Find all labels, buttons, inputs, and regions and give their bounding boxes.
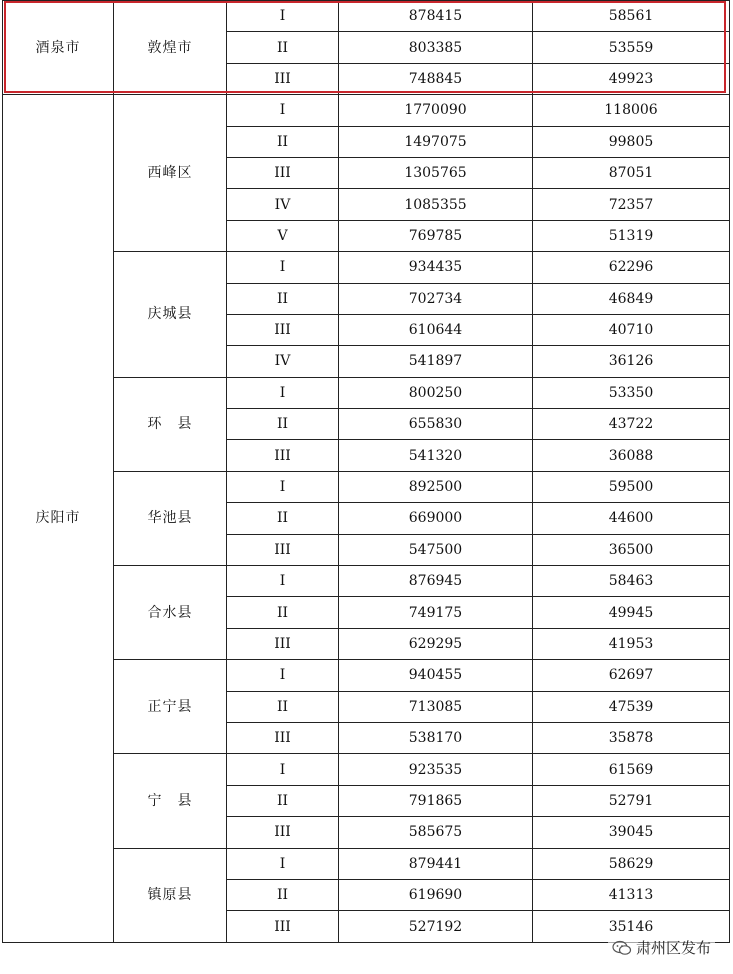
value-cell: 940455 [339,660,533,691]
grade-cell: IV [227,346,339,377]
grade-cell: II [227,32,339,63]
grade-cell: I [227,566,339,597]
grade-cell: III [227,628,339,659]
grade-cell: III [227,157,339,188]
county-cell: 华池县 [114,471,227,565]
value-cell: 58463 [533,566,730,597]
county-cell: 镇原县 [114,848,227,942]
value-cell: 892500 [339,471,533,502]
value-cell: 52791 [533,785,730,816]
grade-cell: I [227,252,339,283]
value-cell: 61569 [533,754,730,785]
value-cell: 36088 [533,440,730,471]
value-cell: 36126 [533,346,730,377]
value-cell: 51319 [533,220,730,251]
value-cell: 713085 [339,691,533,722]
value-cell: 769785 [339,220,533,251]
value-cell: 669000 [339,503,533,534]
table-row [3,95,730,126]
value-cell: 39045 [533,817,730,848]
value-cell: 791865 [339,785,533,816]
value-cell: 35146 [533,911,730,942]
value-cell: 585675 [339,817,533,848]
value-cell: 934435 [339,252,533,283]
value-cell: 44600 [533,503,730,534]
table-row [3,1,730,32]
value-cell: 702734 [339,283,533,314]
value-cell: 876945 [339,566,533,597]
value-cell: 35878 [533,722,730,753]
grade-cell: I [227,95,339,126]
grade-cell: II [227,785,339,816]
grade-cell: III [227,534,339,565]
value-cell: 49945 [533,597,730,628]
value-cell: 36500 [533,534,730,565]
value-cell: 43722 [533,409,730,440]
grade-cell: III [227,911,339,942]
value-cell: 1497075 [339,126,533,157]
value-cell: 541897 [339,346,533,377]
grade-cell: II [227,503,339,534]
value-cell: 923535 [339,754,533,785]
grade-cell: I [227,848,339,879]
grade-cell: V [227,220,339,251]
value-cell: 655830 [339,409,533,440]
value-cell: 118006 [533,95,730,126]
value-cell: 538170 [339,722,533,753]
value-cell: 41953 [533,628,730,659]
value-cell: 47539 [533,691,730,722]
value-cell: 62296 [533,252,730,283]
value-cell: 527192 [339,911,533,942]
value-cell: 879441 [339,848,533,879]
grade-cell: III [227,63,339,94]
value-cell: 49923 [533,63,730,94]
value-cell: 72357 [533,189,730,220]
county-cell: 敦煌市 [114,1,227,95]
wechat-icon [612,940,632,956]
value-cell: 1305765 [339,157,533,188]
grade-cell: I [227,377,339,408]
grade-cell: III [227,314,339,345]
value-cell: 40710 [533,314,730,345]
table-body [3,1,730,943]
county-cell: 正宁县 [114,660,227,754]
grade-cell: II [227,126,339,157]
value-cell: 58629 [533,848,730,879]
value-cell: 878415 [339,1,533,32]
value-cell: 1085355 [339,189,533,220]
value-cell: 1770090 [339,95,533,126]
value-cell: 749175 [339,597,533,628]
value-cell: 59500 [533,471,730,502]
watermark [608,937,715,958]
grade-cell: II [227,409,339,440]
county-cell: 合水县 [114,566,227,660]
county-cell: 庆城县 [114,252,227,378]
value-cell: 53559 [533,32,730,63]
grade-cell: II [227,879,339,910]
value-cell: 41313 [533,879,730,910]
value-cell: 619690 [339,879,533,910]
grade-cell: III [227,440,339,471]
value-cell: 99805 [533,126,730,157]
grade-cell: II [227,691,339,722]
watermark-text: 肃州区发布 [635,939,711,957]
value-cell: 629295 [339,628,533,659]
grade-cell: I [227,754,339,785]
value-cell: 46849 [533,283,730,314]
value-cell: 541320 [339,440,533,471]
value-cell: 800250 [339,377,533,408]
price-table [2,0,730,943]
value-cell: 87051 [533,157,730,188]
grade-cell: I [227,1,339,32]
grade-cell: II [227,597,339,628]
grade-cell: II [227,283,339,314]
value-cell: 748845 [339,63,533,94]
value-cell: 803385 [339,32,533,63]
county-cell: 西峰区 [114,95,227,252]
city-cell: 酒泉市 [3,1,114,95]
value-cell: 62697 [533,660,730,691]
grade-cell: IV [227,189,339,220]
value-cell: 58561 [533,1,730,32]
grade-cell: III [227,817,339,848]
grade-cell: III [227,722,339,753]
value-cell: 610644 [339,314,533,345]
value-cell: 53350 [533,377,730,408]
city-cell: 庆阳市 [3,95,114,943]
county-cell: 环 县 [114,377,227,471]
county-cell: 宁 县 [114,754,227,848]
grade-cell: I [227,471,339,502]
grade-cell: I [227,660,339,691]
value-cell: 547500 [339,534,533,565]
